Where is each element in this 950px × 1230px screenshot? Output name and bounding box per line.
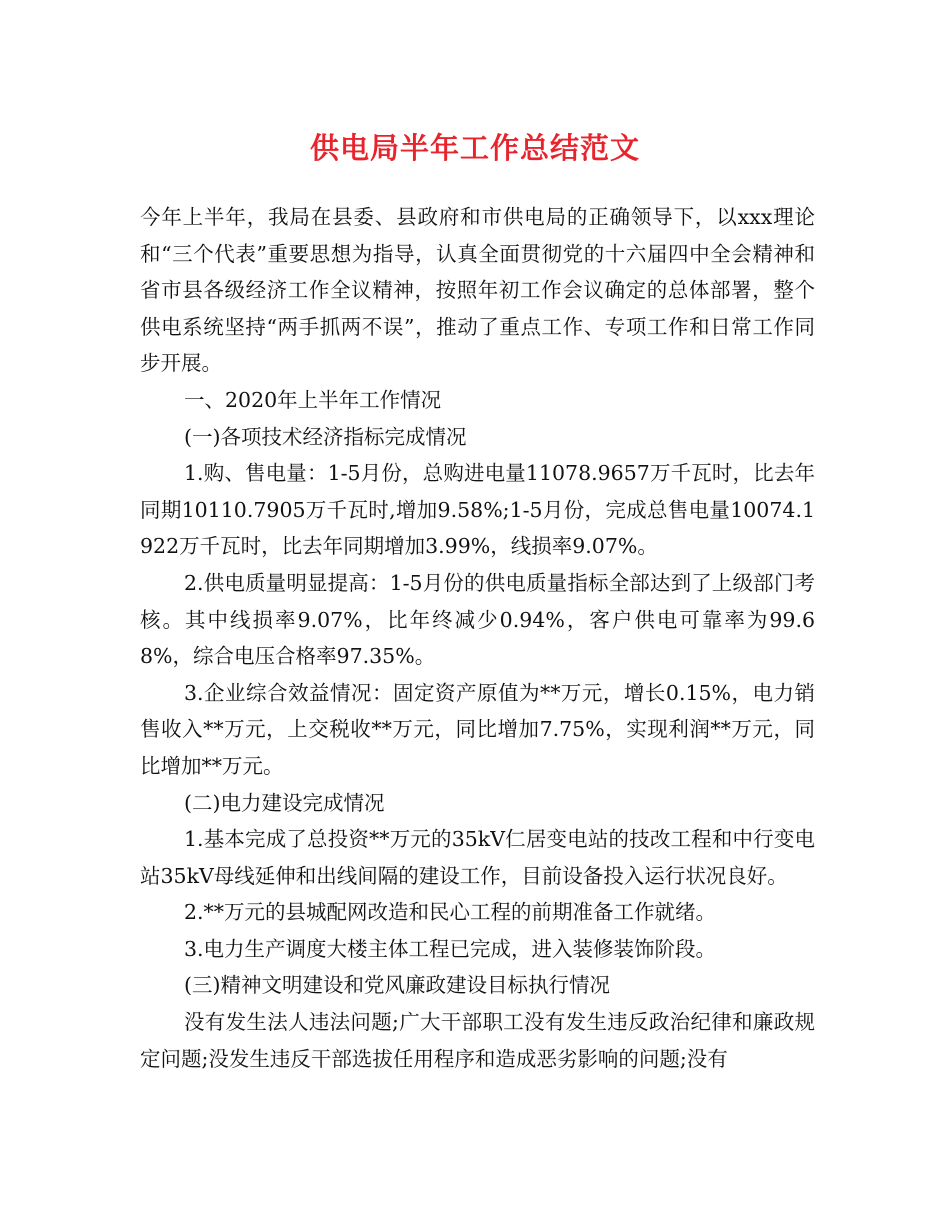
paragraph-intro: 今年上半年，我局在县委、县政府和市供电局的正确领导下，以xxx理论和“三个代表”重要思想为指导，认真全面贯彻党的十六届四中全会精神和省市县各级经济工作全议精神，按照年初工作会议确定的总体部署，整个供电系统坚持“两手抓两不误”，推动了重点工作、专项工作和日常工作同步开展。 — [140, 205, 815, 376]
document-title: 供电局半年工作总结范文 — [309, 131, 640, 165]
paragraph-enterprise-benefit: 3.企业综合效益情况：固定资产原值为**万元，增长0.15%，电力销售收入**万元，上交税收**万元，同比增加7.75%，实现利润**万元，同比增加**万元。 — [140, 680, 815, 778]
paragraph-construction-2: 2.**万元的县城配网改造和民心工程的前期准备工作就绪。 — [184, 900, 717, 925]
paragraph-construction-3: 3.电力生产调度大楼主体工程已完成，进入装修装饰阶段。 — [184, 936, 717, 961]
subsection-heading-1: (一)各项技术经济指标完成情况 — [184, 424, 467, 449]
paragraph-construction-1: 1.基本完成了总投资**万元的35kV仁居变电站的技改工程和中行变电站35kV母线延伸和出线间隔的建设工作，目前设备投入运行状况良好。 — [140, 827, 815, 888]
document-body — [140, 199, 815, 1077]
section-heading-1: 一、2020年上半年工作情况 — [184, 387, 442, 412]
subsection-heading-2: (二)电力建设完成情况 — [184, 790, 385, 815]
paragraph-electricity-volume: 1.购、售电量：1-5月份，总购进电量11078.9657万千瓦时，比去年同期10110.7905万千瓦时,增加9.58%;1-5月份，完成总售电量10074.1922万千瓦时，比去年同期增加3.99%，线损率9.07%。 — [140, 461, 815, 559]
paragraph-integrity: 没有发生法人违法问题;广大干部职工没有发生违反政治纪律和廉政规定问题;没发生违反干部选拔任用程序和造成恶劣影响的问题;没有 — [140, 1010, 815, 1071]
paragraph-supply-quality: 2.供电质量明显提高：1-5月份的供电质量指标全部达到了上级部门考核。其中线损率9.07%，比年终减少0.94%，客户供电可靠率为99.68%，综合电压合格率97.35%。 — [140, 570, 815, 669]
subsection-heading-3: (三)精神文明建设和党风廉政建设目标执行情况 — [184, 973, 610, 998]
